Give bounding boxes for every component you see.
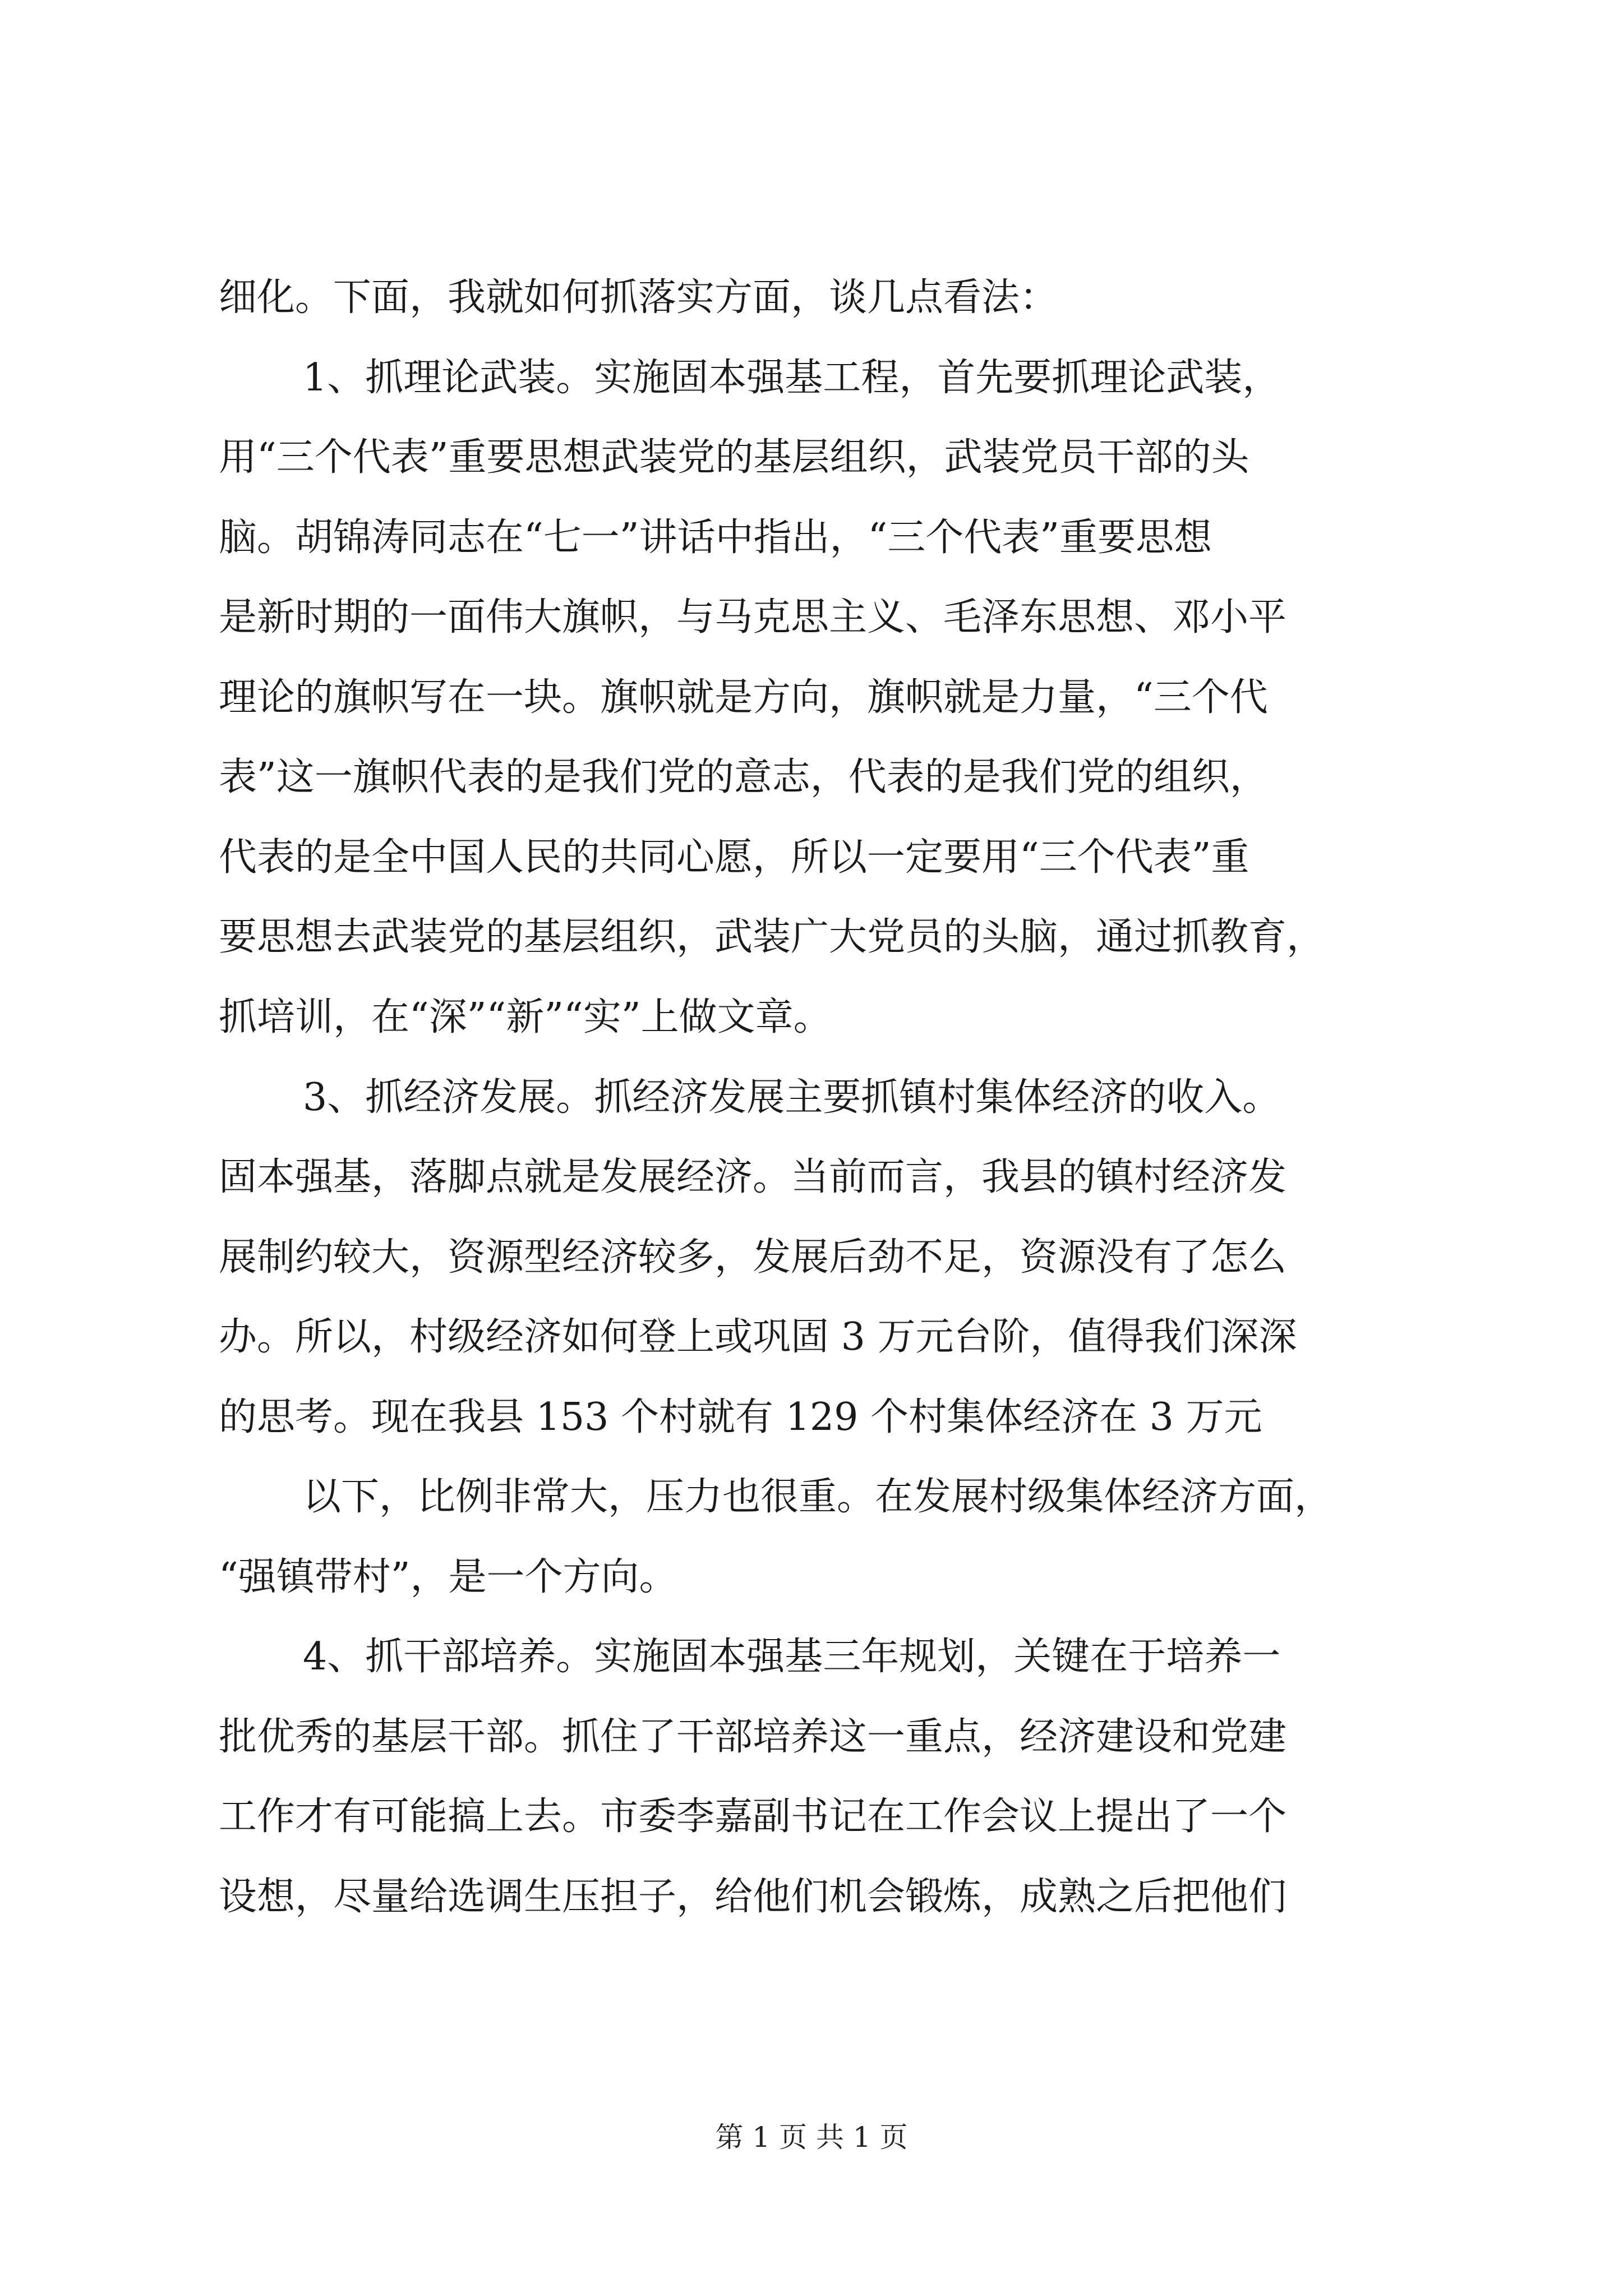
text-line: “强镇带村”，是一个方向。 (219, 1555, 677, 1599)
text-line: 以下，比例非常大，压力也很重。在发展村级集体经济方面， (303, 1475, 1333, 1519)
text-line: 办。所以，村级经济如何登上或巩固 3 万元台阶，值得我们深深 (219, 1315, 1297, 1359)
text-line: 工作才有可能搞上去。市委李嘉副书记在工作会议上提出了一个 (219, 1795, 1287, 1839)
page-number-footer: 第 1 页 共 1 页 (715, 2121, 908, 2154)
text-line: 表”这一旗帜代表的是我们党的意志，代表的是我们党的组织， (219, 755, 1268, 799)
text-line: 4、抓干部培养。实施固本强基三年规划，关键在于培养一 (303, 1635, 1281, 1679)
text-line: 用“三个代表”重要思想武装党的基层组织，武装党员干部的头 (219, 435, 1249, 480)
text-line: 代表的是全中国人民的共同心愿，所以一定要用“三个代表”重 (219, 835, 1249, 880)
text-line: 抓培训，在“深”“新”“实”上做文章。 (219, 995, 832, 1039)
text-line: 展制约较大，资源型经济较多，发展后劲不足，资源没有了怎么 (219, 1235, 1287, 1280)
text-line: 的思考。现在我县 153 个村就有 129 个村集体经济在 3 万元 (219, 1395, 1262, 1439)
text-line: 细化。下面，我就如何抓落实方面，谈几点看法： (219, 275, 1058, 320)
text-line: 要思想去武装党的基层组织，武装广大党员的头脑，通过抓教育， (219, 915, 1325, 959)
text-line: 3、抓经济发展。抓经济发展主要抓镇村集体经济的收入。 (303, 1075, 1281, 1120)
text-line: 1、抓理论武装。实施固本强基工程，首先要抓理论武装， (303, 356, 1281, 400)
text-line: 是新时期的一面伟大旗帜，与马克思主义、毛泽东思想、邓小平 (219, 595, 1287, 639)
text-line: 理论的旗帜写在一块。旗帜就是方向，旗帜就是力量，“三个代 (219, 675, 1268, 720)
text-line: 设想，尽量给选调生压担子，给他们机会锻炼，成熟之后把他们 (219, 1875, 1287, 1919)
text-line: 固本强基，落脚点就是发展经济。当前而言，我县的镇村经济发 (219, 1155, 1287, 1199)
text-line: 脑。胡锦涛同志在“七一”讲话中指出，“三个代表”重要思想 (219, 516, 1212, 560)
text-line: 批优秀的基层干部。抓住了干部培养这一重点，经济建设和党建 (219, 1715, 1287, 1759)
